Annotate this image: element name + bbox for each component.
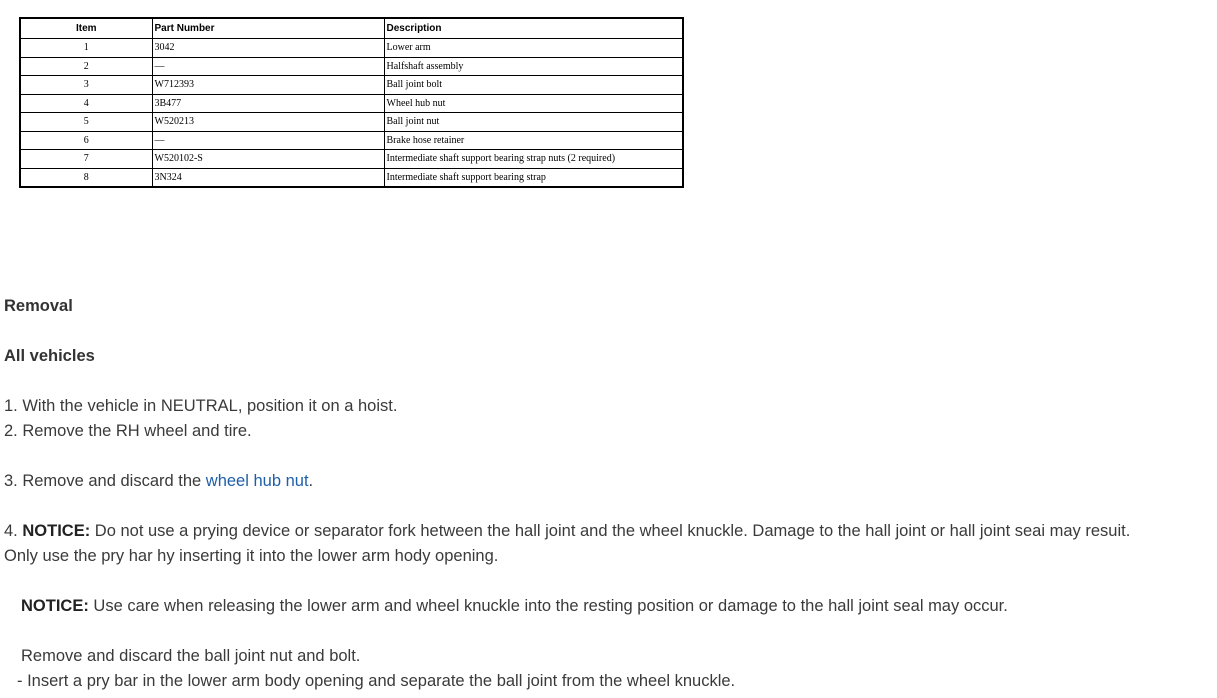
step-4-bullet: - Insert a pry bar in the lower arm body opening and separate the ball joint from the wheel knuckle. (17, 672, 736, 690)
notice-2-text: Use care when releasing the lower arm and wheel knuckle into the resting position or damage to the hall joint seal may occur. (88, 597, 1008, 615)
step-4-action: Remove and discard the ball joint nut and bolt. (21, 647, 361, 665)
item-cell: 3 (20, 76, 152, 95)
header-description: Description (384, 18, 683, 39)
part-number-cell: 3B477 (152, 94, 384, 113)
description-cell: Lower arm (384, 39, 683, 58)
table-row (20, 57, 683, 76)
step-3-suffix: . (308, 472, 314, 490)
table-row (20, 150, 683, 169)
notice-label: NOTICE: (22, 522, 91, 540)
step-4-number: 4. (4, 522, 23, 540)
notice-2 (21, 594, 1008, 619)
table-row (20, 131, 683, 150)
item-cell: 1 (20, 39, 152, 58)
item-cell: 5 (20, 113, 152, 132)
part-number-cell: W712393 (152, 76, 384, 95)
table-header-row (20, 18, 683, 39)
item-cell: 2 (20, 57, 152, 76)
item-cell: 7 (20, 150, 152, 169)
part-number-cell: 3N324 (152, 168, 384, 187)
subsection-title: All vehicles (4, 347, 95, 365)
table-row (20, 94, 683, 113)
notice-2-label: NOTICE: (21, 597, 89, 615)
description-cell: Wheel hub nut (384, 94, 683, 113)
table-row (20, 39, 683, 58)
description-cell: Ball joint bolt (384, 76, 683, 95)
step-2: 2. Remove the RH wheel and tire. (4, 422, 252, 440)
parts-table (19, 17, 684, 188)
description-cell: Halfshaft assembly (384, 57, 683, 76)
wheel-hub-nut-link[interactable]: wheel hub nut (205, 472, 309, 490)
description-cell: Intermediate shaft support bearing strap (384, 168, 683, 187)
step-3-prefix: 3. Remove and discard the (4, 472, 206, 490)
step-3 (4, 469, 313, 494)
header-item: Item (20, 18, 152, 39)
step-1: 1. With the vehicle in NEUTRAL, position it on a hoist. (4, 397, 398, 415)
description-cell: Brake hose retainer (384, 131, 683, 150)
part-number-cell: 3042 (152, 39, 384, 58)
part-number-cell: W520102-S (152, 150, 384, 169)
header-part-number: Part Number (152, 18, 384, 39)
step-4-notice (4, 519, 1130, 544)
part-number-cell: W520213 (152, 113, 384, 132)
table-row (20, 76, 683, 95)
item-cell: 4 (20, 94, 152, 113)
table-row (20, 168, 683, 187)
part-number-cell: — (152, 131, 384, 150)
notice-text: Do not use a prying device or separator fork hetween the hall joint and the wheel knuckle. Damage to the hall joint or hall joint seai may resuit. (90, 522, 1131, 540)
notice-text-continued: Only use the pry har hy inserting it into the lower arm hody opening. (4, 547, 499, 565)
section-title: Removal (4, 297, 73, 315)
item-cell: 6 (20, 131, 152, 150)
table-row (20, 113, 683, 132)
description-cell: Ball joint nut (384, 113, 683, 132)
part-number-cell: — (152, 57, 384, 76)
description-cell: Intermediate shaft support bearing strap nuts (2 required) (384, 150, 683, 169)
item-cell: 8 (20, 168, 152, 187)
